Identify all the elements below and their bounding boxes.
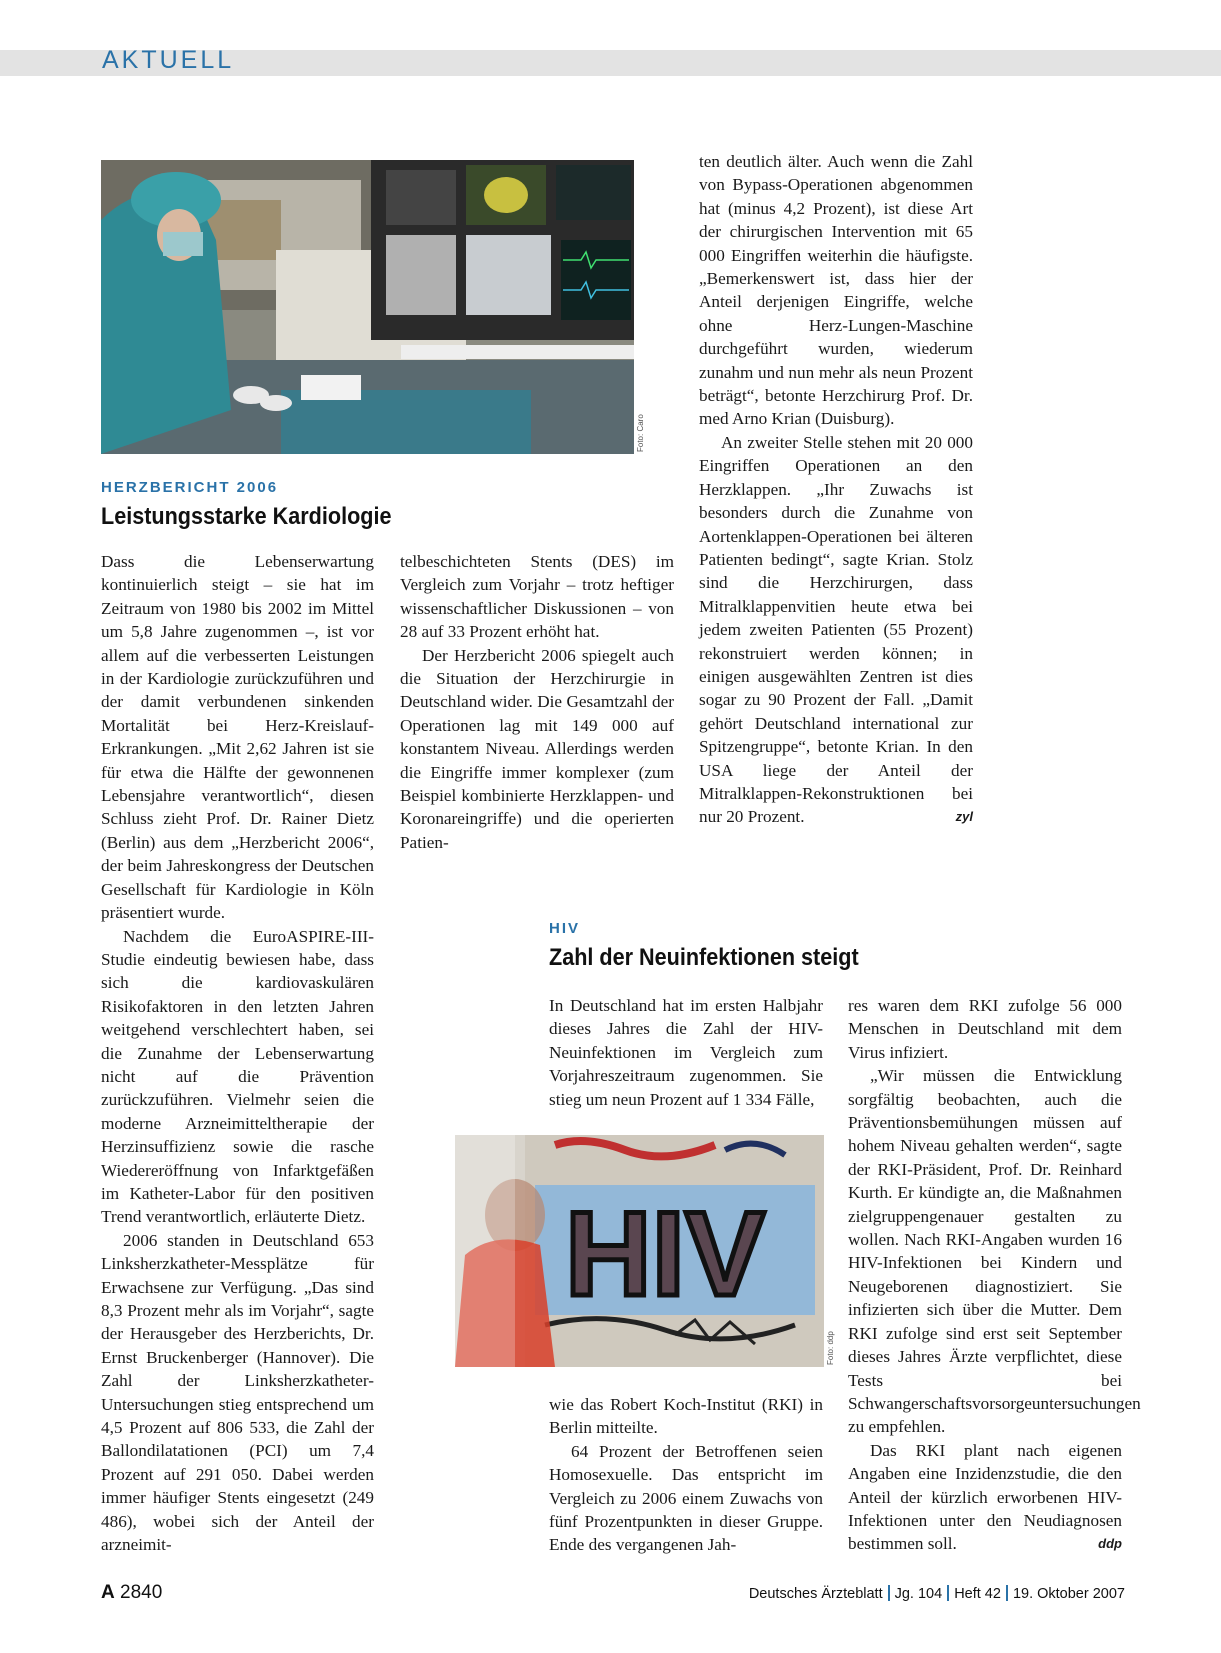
hiv-graffiti-illustration bbox=[455, 1135, 824, 1367]
paragraph: 2006 standen in Deutschland 653 Linksherzkatheter-Messplätze für Erwachsene zur Verfügung. „Das sind 8,3 Prozent mehr als im Vorjahr“, sagte der Herausgeber des Herzberichts, Dr. Ernst Bruckenberger (Hannover). Die Zahl der Linksherzkatheter-Untersuchungen stieg entsprechend um 4,5 Prozent auf 806 533, die Zahl der Ballondilatationen (PCI) um 7,4 Prozent auf 291 050. Dabei werden immer häufiger Stents eingesetzt (249 486), wobei sich der Anteil der arzneimit- bbox=[101, 1230, 374, 1555]
cath-lab-illustration bbox=[101, 160, 634, 454]
journal-name: Deutsches Ärzteblatt bbox=[748, 1586, 883, 1602]
paragraph: wie das Robert Koch-Institut (RKI) in Berlin mitteilte. bbox=[549, 1395, 823, 1438]
paragraph bbox=[848, 1439, 1122, 1556]
article2-column-2 bbox=[848, 994, 1141, 1556]
page-number bbox=[101, 1582, 162, 1604]
article2-kicker: HIV bbox=[549, 920, 581, 937]
journal-date: 19. Oktober 2007 bbox=[1012, 1586, 1125, 1602]
paragraph: ten deutlich älter. Auch wenn die Zahl von Bypass-Operationen abgenommen hat (minus 4,2 Prozent), ist diese Art der chirurgischen Intervention mit 65 000 Eingriffen weiterhin die häufigste. „Bemerkenswert ist, dass hier der Anteil derjenigen Eingriffe, welche ohne Herz-Lungen-Maschine durchgeführt wurden, wiederum zunahm und nun mehr als neun Prozent beträgt“, betonte Herzchirurg Prof. Dr. med Arno Krian (Duisburg). bbox=[699, 152, 973, 429]
paragraph: 64 Prozent der Betroffenen seien Homosexuelle. Das entspricht im Vergleich zu 2006 einem Zuwachs von fünf Prozentpunkten in dieser Gruppe. Ende des vergangenen Jah- bbox=[549, 1441, 823, 1555]
photo-credit-ddp: Foto: ddp bbox=[826, 1331, 835, 1365]
graffiti-letters: HIV bbox=[564, 1187, 766, 1321]
separator bbox=[1006, 1585, 1008, 1601]
section-title: AKTUELL bbox=[102, 46, 235, 74]
article1-kicker: HERZBERICHT 2006 bbox=[101, 479, 279, 496]
paragraph bbox=[699, 431, 973, 829]
paragraph: Nachdem die EuroASPIRE-III-Studie eindeutig bewiesen habe, dass sich die kardiovaskulären Risikofaktoren in den letzten Jahren weitgehend verschlechtert haben, sei die Zunahme der Lebenserwartung nicht auf die Prävention zurückzuführen. Vielmehr seien die moderne Arzneimitteltherapie der Herzinsuffizienz sowie die rasche Wiedereröffnung von Infarktgefäßen im Katheter-Labor für den positiven Trend verantwortlich, erläuterte Dietz. bbox=[101, 926, 374, 1227]
paragraph-text: Das RKI plant nach eigenen Angaben eine Inzidenzstudie, die den Anteil der kürzlich erworbenen HIV-Infektionen unter den Neudiagnosen bestimmen soll. bbox=[848, 1440, 1122, 1554]
article2-headline: Zahl der Neuinfektionen steigt bbox=[549, 944, 859, 971]
paragraph: telbeschichteten Stents (DES) im Vergleich zum Vorjahr – trotz heftiger wissenschaftlicher Diskussionen – von 28 auf 33 Prozent erhöht hat. bbox=[400, 552, 674, 642]
article1-column-1 bbox=[101, 550, 374, 1556]
cath-lab-photo bbox=[101, 160, 634, 454]
page-number-value: 2840 bbox=[120, 1582, 163, 1603]
separator bbox=[888, 1585, 890, 1601]
page-prefix: A bbox=[101, 1582, 115, 1603]
article2-signature: ddp bbox=[1098, 1536, 1122, 1552]
article2-column-1-bottom bbox=[549, 1393, 823, 1557]
article1-headline: Leistungsstarke Kardiologie bbox=[101, 503, 392, 530]
journal-volume: Jg. 104 bbox=[894, 1586, 943, 1602]
photo-credit-caro: Foto: Caro bbox=[636, 414, 645, 452]
paragraph: „Wir müssen die Entwicklung sorgfältig beobachten, auch die Präventionsbemühungen müssen auf hohem Niveau gehalten werden“, sagte der RKI-Präsident, Prof. Dr. Reinhard Kurth. Er kündigte an, die Maßnahmen zielgruppengenauer gestalten zu wollen. Nach RKI-Angaben wurden 16 HIV-Infektionen bei Kindern und Neugeborenen diagnostiziert. Sie infizierten sich über die Mutter. Dem RKI zufolge sind erst seit September dieses Jahres Ärzte verpflichtet, diese Tests bei Schwangerschaftsvorsorgeuntersuchungen zu empfehlen. bbox=[848, 1066, 1141, 1437]
hiv-graffiti-photo bbox=[455, 1135, 824, 1367]
article1-column-3 bbox=[699, 150, 973, 829]
paragraph: Dass die Lebenserwartung kontinuierlich steigt – sie hat im Zeitraum von 1980 bis 2002 im Mittel um 5,8 Jahre zugenommen –, ist vor allem auf die verbesserten Leistungen in der Kardiologie zurückzuführen und der damit verbundenen sinkenden Mortalität bei Herz-Kreislauf-Erkrankungen. „Mit 2,62 Jahren ist sie für etwa die Hälfte der gewonnenen Lebensjahre verantwortlich“, diesen Schluss zieht Prof. Dr. Rainer Dietz (Berlin) aus dem „Herzbericht 2006“, der beim Jahreskongress der Deutschen Gesellschaft für Kardiologie in Köln präsentiert wurde. bbox=[101, 552, 374, 923]
separator bbox=[947, 1585, 949, 1601]
article1-column-2 bbox=[400, 550, 674, 854]
journal-info bbox=[749, 1585, 1125, 1602]
article2-column-1-top bbox=[549, 994, 823, 1111]
paragraph: res waren dem RKI zufolge 56 000 Menschen in Deutschland mit dem Virus infiziert. bbox=[848, 996, 1122, 1062]
journal-issue: Heft 42 bbox=[954, 1586, 1001, 1602]
paragraph-text: An zweiter Stelle stehen mit 20 000 Eingriffen Operationen an den Herzklappen. „Ihr Zuwachs ist besonders durch die Zunahme von Aortenklappen-Operationen bei älteren Patienten bedingt“, sagte Krian. Stolz sind die Herzchirurgen, dass Mitralklappenvitien heute etwa bei jedem zweiten Patienten (55 Prozent) rekonstruiert werden können; in einigen ausgewählten Zentren ist dies sogar zu 90 Prozent der Fall. „Damit gehört Deutschland international zur Spitzengruppe“, betonte Krian. In den USA liege der Anteil der Mitralklappen-Rekonstruktionen bei nur 20 Prozent. bbox=[699, 432, 973, 827]
paragraph: In Deutschland hat im ersten Halbjahr dieses Jahres die Zahl der HIV-Neuinfektionen im Vergleich zum Vorjahreszeitraum zugenommen. Sie stieg um neun Prozent auf 1 334 Fälle, bbox=[549, 996, 823, 1109]
article1-signature: zyl bbox=[955, 809, 973, 825]
paragraph: Der Herzbericht 2006 spiegelt auch die Situation der Herzchirurgie in Deutschland wider. Die Gesamtzahl der Operationen lag mit 149 000 auf konstantem Niveau. Allerdings werden die Eingriffe immer komplexer (zum Beispiel kombinierte Herzklappen- und Koronareingriffe) und die operierten Patien- bbox=[400, 645, 674, 852]
